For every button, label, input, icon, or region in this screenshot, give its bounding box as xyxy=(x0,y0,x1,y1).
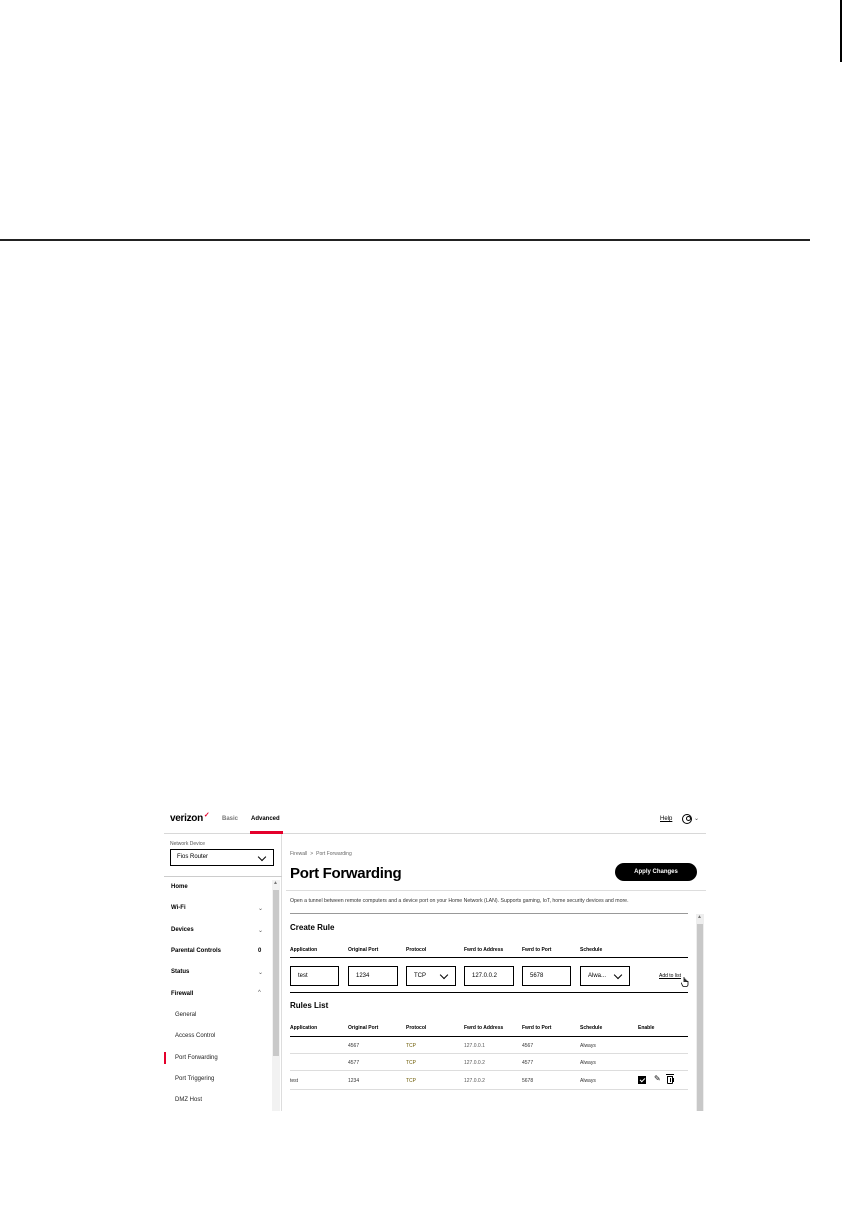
page-vertical-rule xyxy=(840,0,842,62)
protocol-value: TCP xyxy=(414,973,426,979)
rule-forward-port: 5678 xyxy=(522,1078,534,1084)
sidebar-divider xyxy=(164,876,282,877)
sidebar-item-home[interactable]: Home xyxy=(171,884,188,890)
rule-forward-port: 4577 xyxy=(522,1060,534,1066)
sidebar-scroll-thumb[interactable] xyxy=(273,890,279,1056)
active-item-indicator xyxy=(164,1052,166,1064)
sidebar-subitem-port-forwarding[interactable]: Port Forwarding xyxy=(175,1055,218,1061)
logo-checkmark-icon: ✓ xyxy=(203,812,210,819)
forward-port-input[interactable] xyxy=(522,966,571,986)
apply-changes-button[interactable]: Apply Changes xyxy=(615,863,697,881)
scroll-up-arrow-icon[interactable]: ▲ xyxy=(273,880,278,886)
sidebar-subitem-access-control[interactable]: Access Control xyxy=(175,1033,216,1039)
rule-forward-port: 4567 xyxy=(522,1043,534,1049)
nav-tab-basic[interactable]: Basic xyxy=(222,816,239,822)
delete-trash-icon[interactable] xyxy=(667,1076,673,1084)
sidebar-item-devices[interactable]: Devices xyxy=(171,927,194,933)
scroll-up-arrow-icon[interactable]: ▲ xyxy=(697,914,702,920)
chevron-up-icon: ^ xyxy=(258,990,261,996)
forward-address-value: 127.0.0.2 xyxy=(472,973,498,979)
column-header: Fwrd to Port xyxy=(522,1025,552,1031)
sidebar-subitem-general[interactable]: General xyxy=(175,1012,197,1018)
sidebar xyxy=(164,834,282,1111)
column-header: Schedule xyxy=(580,1025,603,1031)
rule-schedule: Always xyxy=(580,1043,596,1049)
original-port-input[interactable] xyxy=(348,966,398,986)
top-bar xyxy=(164,808,706,834)
edit-pencil-icon[interactable]: ✎ xyxy=(654,1074,661,1083)
rule-original-port: 1234 xyxy=(348,1078,360,1084)
rule-forward-address: 127.0.0.2 xyxy=(464,1060,485,1066)
application-value: test xyxy=(298,973,308,979)
sidebar-item-firewall[interactable]: Firewall xyxy=(171,991,194,997)
sidebar-item-wifi[interactable]: Wi-Fi xyxy=(171,905,186,911)
sidebar-subitem-port-triggering[interactable]: Port Triggering xyxy=(175,1076,215,1082)
user-account-icon[interactable] xyxy=(682,814,692,824)
column-header: Fwrd to Port xyxy=(522,947,552,953)
row-divider xyxy=(290,1070,688,1071)
page-horizontal-rule xyxy=(0,239,810,241)
create-rule-title: Create Rule xyxy=(290,923,335,932)
sidebar-item-parental-controls[interactable]: Parental Controls xyxy=(171,948,222,954)
chevron-down-icon: ⌄ xyxy=(258,906,264,912)
rule-original-port: 4577 xyxy=(348,1060,360,1066)
rules-list-title: Rules List xyxy=(290,1001,329,1010)
column-header: Protocol xyxy=(406,1025,427,1031)
content-divider xyxy=(290,913,688,914)
chevron-down-icon: ⌄ xyxy=(258,970,264,976)
column-header: Fwrd to Address xyxy=(464,1025,504,1031)
chevron-down-icon[interactable]: ⌄ xyxy=(694,816,700,822)
add-to-list-link[interactable]: Add to list xyxy=(659,973,681,979)
row-divider xyxy=(290,1089,688,1090)
network-device-select[interactable] xyxy=(170,849,274,866)
rules-list-header-line xyxy=(290,1036,688,1037)
breadcrumb xyxy=(290,851,352,857)
breadcrumb-current: Port Forwarding xyxy=(316,851,352,857)
breadcrumb-firewall[interactable]: Firewall xyxy=(290,851,308,857)
column-header: Original Port xyxy=(348,947,379,953)
rule-protocol: TCP xyxy=(406,1043,416,1049)
chevron-down-icon xyxy=(258,853,266,861)
sidebar-subitem-dmz-host[interactable]: DMZ Host xyxy=(175,1097,202,1103)
create-rule-bottom-line xyxy=(290,992,688,993)
router-ui-screenshot xyxy=(164,808,706,1111)
schedule-select[interactable] xyxy=(580,966,630,986)
rule-application: test xyxy=(290,1078,299,1084)
hand-pointer-icon xyxy=(681,976,690,990)
network-device-label: Network Device xyxy=(170,841,206,847)
forward-port-value: 5678 xyxy=(530,973,544,979)
page-title: Port Forwarding xyxy=(290,865,402,882)
chevron-down-icon xyxy=(614,971,622,979)
column-header: Schedule xyxy=(580,947,603,953)
help-link[interactable]: Help xyxy=(660,816,673,822)
rule-protocol: TCP xyxy=(406,1060,416,1066)
protocol-select[interactable] xyxy=(406,966,456,986)
row-divider xyxy=(290,1053,688,1054)
rule-schedule: Always xyxy=(580,1078,596,1084)
chevron-down-icon: ⌄ xyxy=(258,928,264,934)
rule-forward-address: 127.0.0.2 xyxy=(464,1078,485,1084)
verizon-logo[interactable]: verizon✓ xyxy=(170,812,210,824)
column-header: Fwrd to Address xyxy=(464,947,504,953)
rule-schedule: Always xyxy=(580,1060,596,1066)
network-device-value: Fios Router xyxy=(177,854,209,860)
schedule-value: Alwa... xyxy=(588,973,607,979)
sidebar-item-status[interactable]: Status xyxy=(171,969,190,975)
parental-controls-badge: 0 xyxy=(258,948,262,954)
rule-forward-address: 127.0.0.1 xyxy=(464,1043,485,1049)
create-rule-header-line xyxy=(290,957,688,958)
column-header: Enable xyxy=(638,1025,655,1031)
original-port-value: 1234 xyxy=(356,973,370,979)
rule-original-port: 4567 xyxy=(348,1043,360,1049)
breadcrumb-separator-icon: > xyxy=(310,851,314,857)
main-scroll-thumb[interactable] xyxy=(697,924,703,1111)
rule-protocol: TCP xyxy=(406,1078,416,1084)
column-header: Protocol xyxy=(406,947,427,953)
application-input[interactable] xyxy=(290,966,339,986)
column-header: Original Port xyxy=(348,1025,379,1031)
chevron-down-icon xyxy=(440,971,448,979)
column-header: Application xyxy=(290,1025,318,1031)
header-divider xyxy=(286,890,706,891)
page-description: Open a tunnel between remote computers and a device port on your Home Network (LAN). Supports gaming, IoT, home security devices and more. xyxy=(290,898,629,904)
enable-checkbox[interactable] xyxy=(638,1076,646,1084)
column-header: Application xyxy=(290,947,318,953)
nav-tab-advanced[interactable]: Advanced xyxy=(251,816,280,822)
forward-address-input[interactable] xyxy=(464,966,514,986)
